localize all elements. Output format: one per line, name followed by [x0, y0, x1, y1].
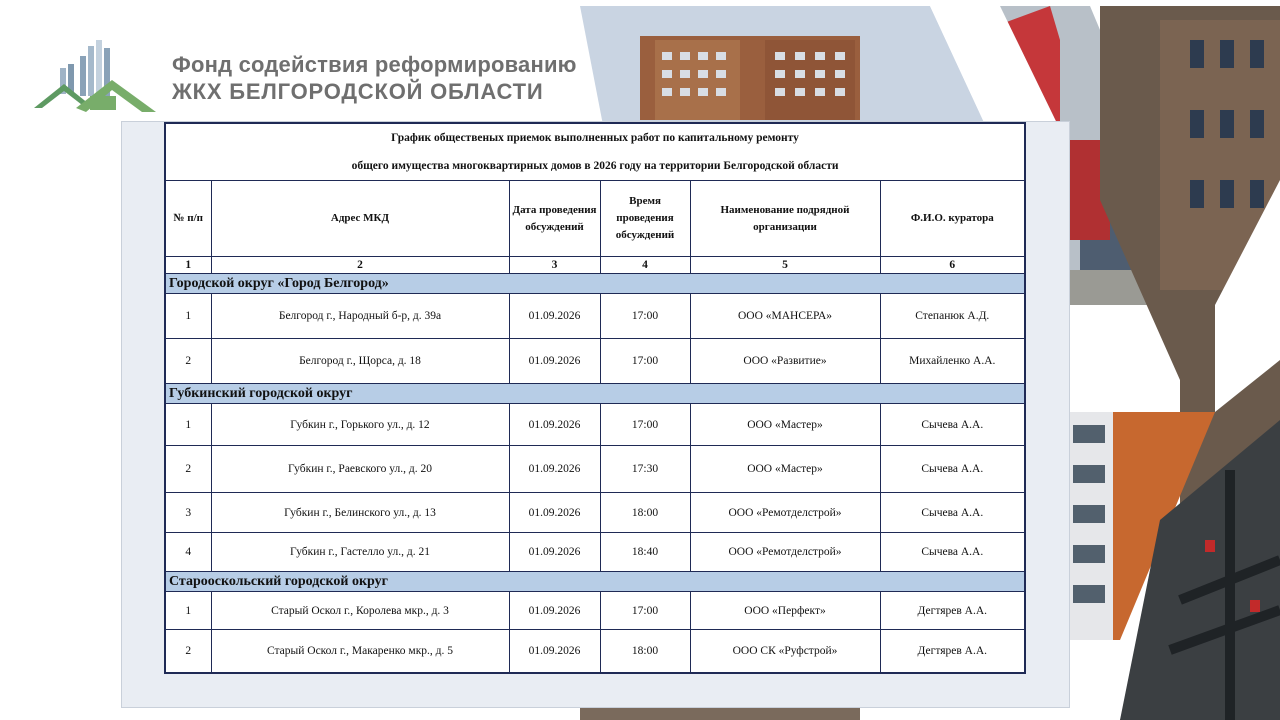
row-contractor: ООО «Мастер»	[690, 404, 880, 446]
row-address: Белгород г., Щорса, д. 18	[211, 339, 509, 384]
row-address: Губкин г., Гастелло ул., д. 21	[211, 533, 509, 572]
row-time: 18:00	[600, 493, 690, 533]
row-date: 01.09.2026	[509, 533, 600, 572]
row-date: 01.09.2026	[509, 493, 600, 533]
row-number: 2	[165, 630, 211, 673]
column-index: 4	[600, 257, 690, 274]
row-curator: Сычева А.А.	[880, 533, 1025, 572]
row-contractor: ООО «Ремотделстрой»	[690, 533, 880, 572]
group-name: Губкинский городской округ	[165, 384, 1025, 404]
document-title-line1: График общественых приемок выполненных работ по капитальному ремонту	[391, 132, 799, 144]
row-address: Губкин г., Белинского ул., д. 13	[211, 493, 509, 533]
column-index: 3	[509, 257, 600, 274]
table-header-row	[165, 181, 1025, 257]
column-header-contractor: Наименование подрядной организации	[690, 181, 880, 257]
row-address: Старый Оскол г., Макаренко мкр., д. 5	[211, 630, 509, 673]
row-number: 1	[165, 592, 211, 630]
group-name: Старооскольский городской округ	[165, 572, 1025, 592]
row-contractor: ООО СК «Руфстрой»	[690, 630, 880, 673]
table-row	[165, 592, 1025, 630]
row-time: 18:00	[600, 630, 690, 673]
row-date: 01.09.2026	[509, 446, 600, 493]
row-address: Губкин г., Горького ул., д. 12	[211, 404, 509, 446]
row-curator: Дегтярев А.А.	[880, 630, 1025, 673]
group-header-row	[165, 274, 1025, 294]
row-date: 01.09.2026	[509, 404, 600, 446]
document-title	[165, 123, 1025, 181]
group-header-row	[165, 384, 1025, 404]
row-contractor: ООО «Мастер»	[690, 446, 880, 493]
column-header-date: Дата проведения обсуждений	[509, 181, 600, 257]
row-address: Белгород г., Народный б-р, д. 39а	[211, 294, 509, 339]
schedule-table	[164, 122, 1026, 674]
column-header-time: Время проведения обсуждений	[600, 181, 690, 257]
group-name: Городской округ «Город Белгород»	[165, 274, 1025, 294]
row-contractor: ООО «Ремотделстрой»	[690, 493, 880, 533]
row-time: 17:00	[600, 294, 690, 339]
table-row	[165, 339, 1025, 384]
row-contractor: ООО «МАНСЕРА»	[690, 294, 880, 339]
row-number: 1	[165, 404, 211, 446]
column-header-number: № п/п	[165, 181, 211, 257]
organization-name-line1: Фонд содействия реформированию	[172, 52, 577, 77]
row-date: 01.09.2026	[509, 630, 600, 673]
column-header-address: Адрес МКД	[211, 181, 509, 257]
row-curator: Сычева А.А.	[880, 493, 1025, 533]
row-number: 3	[165, 493, 211, 533]
row-curator: Дегтярев А.А.	[880, 592, 1025, 630]
document-title-line2: общего имущества многоквартирных домов в 2026 году на территории Белгородской области	[351, 160, 839, 172]
logo	[30, 38, 160, 114]
row-curator: Сычева А.А.	[880, 404, 1025, 446]
row-date: 01.09.2026	[509, 339, 600, 384]
row-curator: Степанюк А.Д.	[880, 294, 1025, 339]
organization-name-line2: ЖКХ БЕЛГОРОДСКОЙ ОБЛАСТИ	[172, 79, 544, 104]
row-address: Губкин г., Раевского ул., д. 20	[211, 446, 509, 493]
row-number: 4	[165, 533, 211, 572]
row-time: 17:00	[600, 339, 690, 384]
row-time: 18:40	[600, 533, 690, 572]
table-row	[165, 404, 1025, 446]
row-time: 17:30	[600, 446, 690, 493]
row-curator: Михайленко А.А.	[880, 339, 1025, 384]
row-number: 2	[165, 446, 211, 493]
row-date: 01.09.2026	[509, 592, 600, 630]
row-number: 2	[165, 339, 211, 384]
row-time: 17:00	[600, 592, 690, 630]
row-contractor: ООО «Перфект»	[690, 592, 880, 630]
column-index: 2	[211, 257, 509, 274]
row-address: Старый Оскол г., Королева мкр., д. 3	[211, 592, 509, 630]
row-date: 01.09.2026	[509, 294, 600, 339]
row-contractor: ООО «Развитие»	[690, 339, 880, 384]
table-row	[165, 493, 1025, 533]
column-index: 6	[880, 257, 1025, 274]
row-curator: Сычева А.А.	[880, 446, 1025, 493]
row-time: 17:00	[600, 404, 690, 446]
column-index: 1	[165, 257, 211, 274]
column-index: 5	[690, 257, 880, 274]
table-row	[165, 446, 1025, 493]
group-header-row	[165, 572, 1025, 592]
table-row	[165, 630, 1025, 673]
row-number: 1	[165, 294, 211, 339]
column-index-row	[165, 257, 1025, 274]
table-row	[165, 533, 1025, 572]
table-row	[165, 294, 1025, 339]
organization-name	[172, 52, 577, 106]
column-header-curator: Ф.И.О. куратора	[880, 181, 1025, 257]
